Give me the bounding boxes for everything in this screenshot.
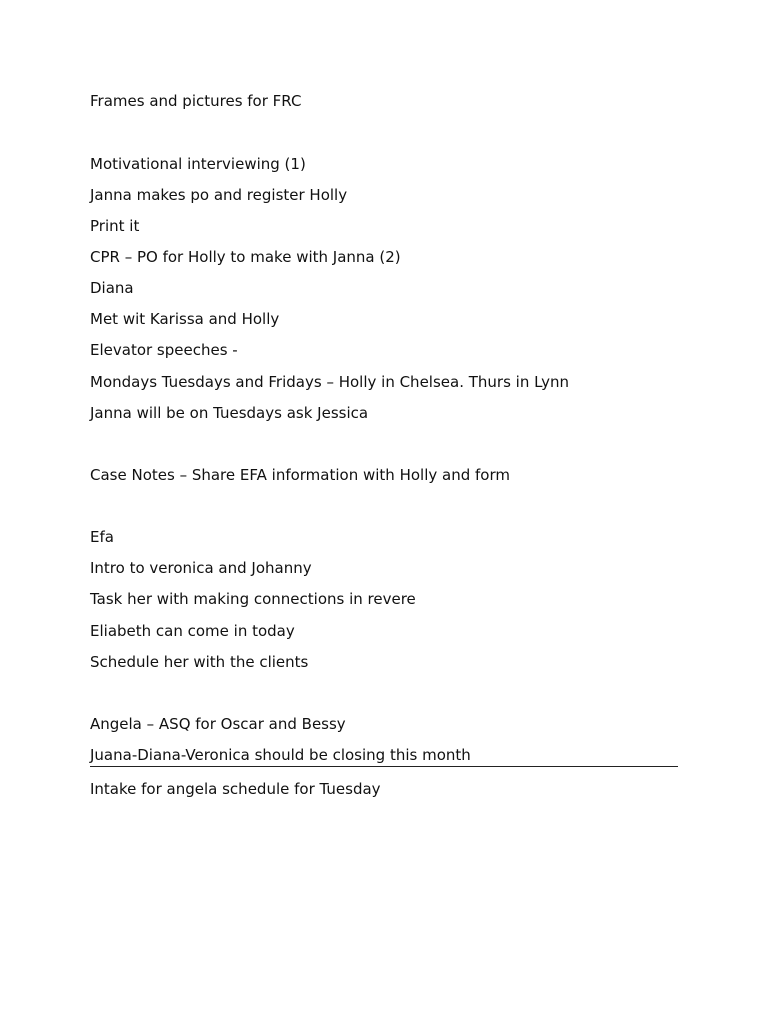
note-line: Intake for angela schedule for Tuesday [90, 780, 381, 798]
note-line: Schedule her with the clients [90, 653, 309, 671]
note-line: Print it [90, 217, 140, 235]
note-line: Motivational interviewing (1) [90, 155, 306, 173]
note-line: Task her with making connections in revere [90, 590, 416, 608]
note-line: Janna will be on Tuesdays ask Jessica [90, 404, 369, 422]
note-line: Angela – ASQ for Oscar and Bessy [90, 715, 346, 733]
note-line: Juana-Diana-Veronica should be closing this month [90, 746, 471, 764]
note-line: Janna makes po and register Holly [90, 186, 348, 204]
note-line: Eliabeth can come in today [90, 622, 295, 640]
horizontal-rule [90, 766, 678, 767]
note-line: Case Notes – Share EFA information with Holly and form [90, 466, 510, 484]
note-line: CPR – PO for Holly to make with Janna (2) [90, 248, 401, 266]
note-line: Frames and pictures for FRC [90, 92, 302, 110]
note-line: Intro to veronica and Johanny [90, 559, 312, 577]
note-line: Mondays Tuesdays and Fridays – Holly in Chelsea. Thurs in Lynn [90, 373, 569, 391]
note-line: Diana [90, 279, 134, 297]
note-line: Met wit Karissa and Holly [90, 310, 280, 328]
note-line: Efa [90, 528, 114, 546]
note-line: Elevator speeches - [90, 341, 238, 359]
